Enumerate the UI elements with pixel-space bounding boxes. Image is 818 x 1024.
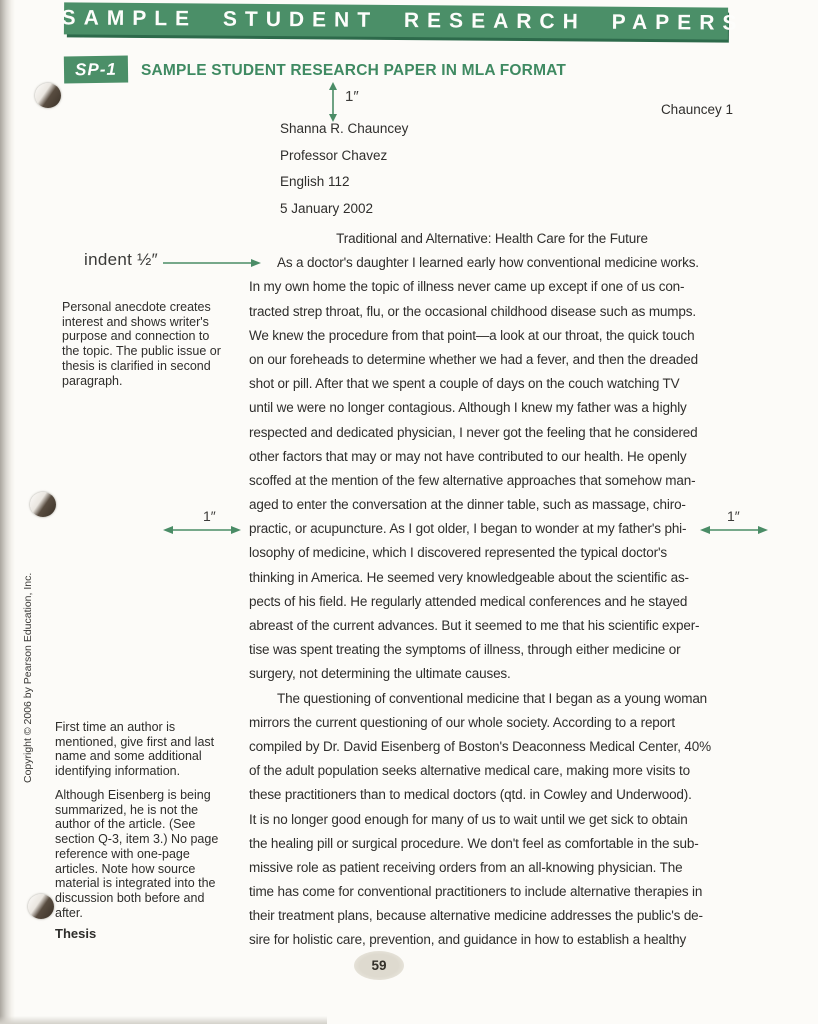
top-margin-label: 1″: [345, 88, 359, 105]
hole-punch: [30, 492, 56, 517]
paper-text-line: respected and dedicated physician, I never got the feeling that he considered: [249, 424, 698, 440]
hole-punch: [28, 894, 54, 919]
running-head: Chauncey 1: [660, 102, 733, 117]
paper-text-line: In my own home the topic of illness never came up except if one of us con-: [249, 279, 685, 295]
paper-text-line: the healing pill or surgical procedure. We don't feel as comfortable in the sub-: [249, 835, 699, 851]
paper-text-line: their treatment plans, because alternative medicine addresses the public's de-: [249, 908, 703, 924]
paper-text-line: We knew the procedure from that point—a look at our throat, the quick touch: [249, 327, 695, 343]
paper-text-line: on our foreheads to determine whether we had a fever, and then the dreaded: [249, 351, 698, 367]
hole-punch: [35, 83, 61, 108]
paper-text-line: sire for holistic care, prevention, and guidance in how to establish a healthy: [249, 932, 687, 948]
paper-paragraph-2: [249, 691, 735, 957]
paper-text-line: time has come for conventional practitioners to include alternative therapies in: [249, 884, 703, 900]
page-number-badge: [354, 951, 404, 980]
horizontal-double-arrow-icon: [163, 524, 241, 536]
paper-text-line: scoffed at the mention of the few alternative approaches that somehow man-: [249, 472, 696, 488]
paper-text-line: aged to enter the conversation at the dinner table, such as massage, chiro-: [249, 497, 686, 513]
paper-title: Traditional and Alternative: Health Care for the Future: [336, 231, 648, 246]
paper-text-line: surgery, not determining the ultimate causes.: [249, 666, 511, 682]
paper-text-line: missive role as patient receiving orders from an all-knowing physician. The: [249, 859, 683, 875]
paper-body: [249, 231, 735, 957]
paper-text-line: The questioning of conventional medicine that I began as a young woman: [277, 690, 708, 706]
indent-annotation-label: indent ½″: [84, 250, 158, 269]
page-bottom-edge-shadow: [0, 1016, 327, 1024]
course-name: English 112: [280, 174, 350, 190]
paper-text-line: thinking in America. He seemed very knowledgeable about the scientific as-: [249, 569, 689, 585]
copyright-text: Copyright © 2006 by Pearson Education, Inc.: [22, 572, 34, 783]
student-info-block: [280, 121, 408, 227]
paper-text-line: As a doctor's daughter I learned early how conventional medicine works.: [277, 255, 699, 271]
margin-note-author-mention: First time an author is mentioned, give first and last name and some additional identifying information.: [55, 720, 215, 779]
paper-text-line: tise was spent treating the symptoms of illness, through either medicine or: [249, 642, 681, 658]
professor-name: Professor Chavez: [280, 147, 388, 163]
paper-text-line: practic, or acupuncture. As I got older, I began to wonder at my father's phi-: [249, 521, 687, 537]
paper-text-line: of the adult population seeks alternative medical care, making more visits to: [249, 763, 690, 779]
paper-text-line: until we were no longer contagious. Although I knew my father was a highly: [249, 400, 687, 416]
chapter-banner-title: SAMPLE STUDENT RESEARCH PAPERS: [61, 6, 745, 35]
paper-text-line: losophy of medicine, which I discovered represented the typical doctor's: [249, 545, 668, 561]
margin-note-anecdote: Personal anecdote creates interest and shows writer's purpose and connection to the topic. The public issue or thesis is clarified in second paragraph.: [62, 300, 221, 388]
chapter-banner: [61, 2, 745, 39]
student-name: Shanna R. Chauncey: [280, 121, 409, 136]
paper-text-line: It is no longer good enough for many of us to wait until we get sick to obtain: [249, 811, 688, 827]
paper-text-line: other factors that may or may not have contributed to our health. He openly: [249, 448, 687, 464]
left-margin-label: 1″: [203, 508, 216, 524]
page-number: 59: [371, 958, 387, 973]
paper-text-line: shot or pill. After that we spent a couple of days on the couch watching TV: [249, 376, 680, 392]
thesis-label: Thesis: [55, 926, 97, 941]
paper-text-line: tracted strep throat, flu, or the occasional childhood disease such as mumps.: [249, 303, 696, 319]
paper-text-line: abreast of the current advances. But it seemed to me that his scientific exper-: [249, 618, 700, 633]
page-left-edge-shadow: [0, 0, 15, 1024]
paper-text-line: mirrors the current questioning of our whole society. According to a report: [249, 714, 675, 730]
paper-paragraph-1: [249, 255, 735, 690]
paper-date: 5 January 2002: [280, 200, 374, 216]
paper-text-line: these practitioners than to medical doctors (qtd. in Cowley and Underwood).: [249, 787, 692, 803]
margin-note-eisenberg: Although Eisenberg is being summarized, he is not the author of the article. (See section Q-3, item 3.) No page reference with one-page articles. Note how source material is integrated into the discussion both before and after.: [55, 788, 219, 920]
section-badge: SP-1: [64, 56, 128, 84]
right-margin-label: 1″: [727, 508, 740, 524]
right-arrow-icon: [163, 257, 261, 269]
paper-text-line: compiled by Dr. David Eisenberg of Boston's Deaconness Medical Center, 40%: [249, 738, 711, 754]
vertical-double-arrow-icon: [326, 82, 340, 122]
paper-text-line: pects of his field. He regularly attended medical conferences and he stayed: [249, 593, 688, 609]
section-title: SAMPLE STUDENT RESEARCH PAPER IN MLA FORMAT: [141, 62, 567, 79]
